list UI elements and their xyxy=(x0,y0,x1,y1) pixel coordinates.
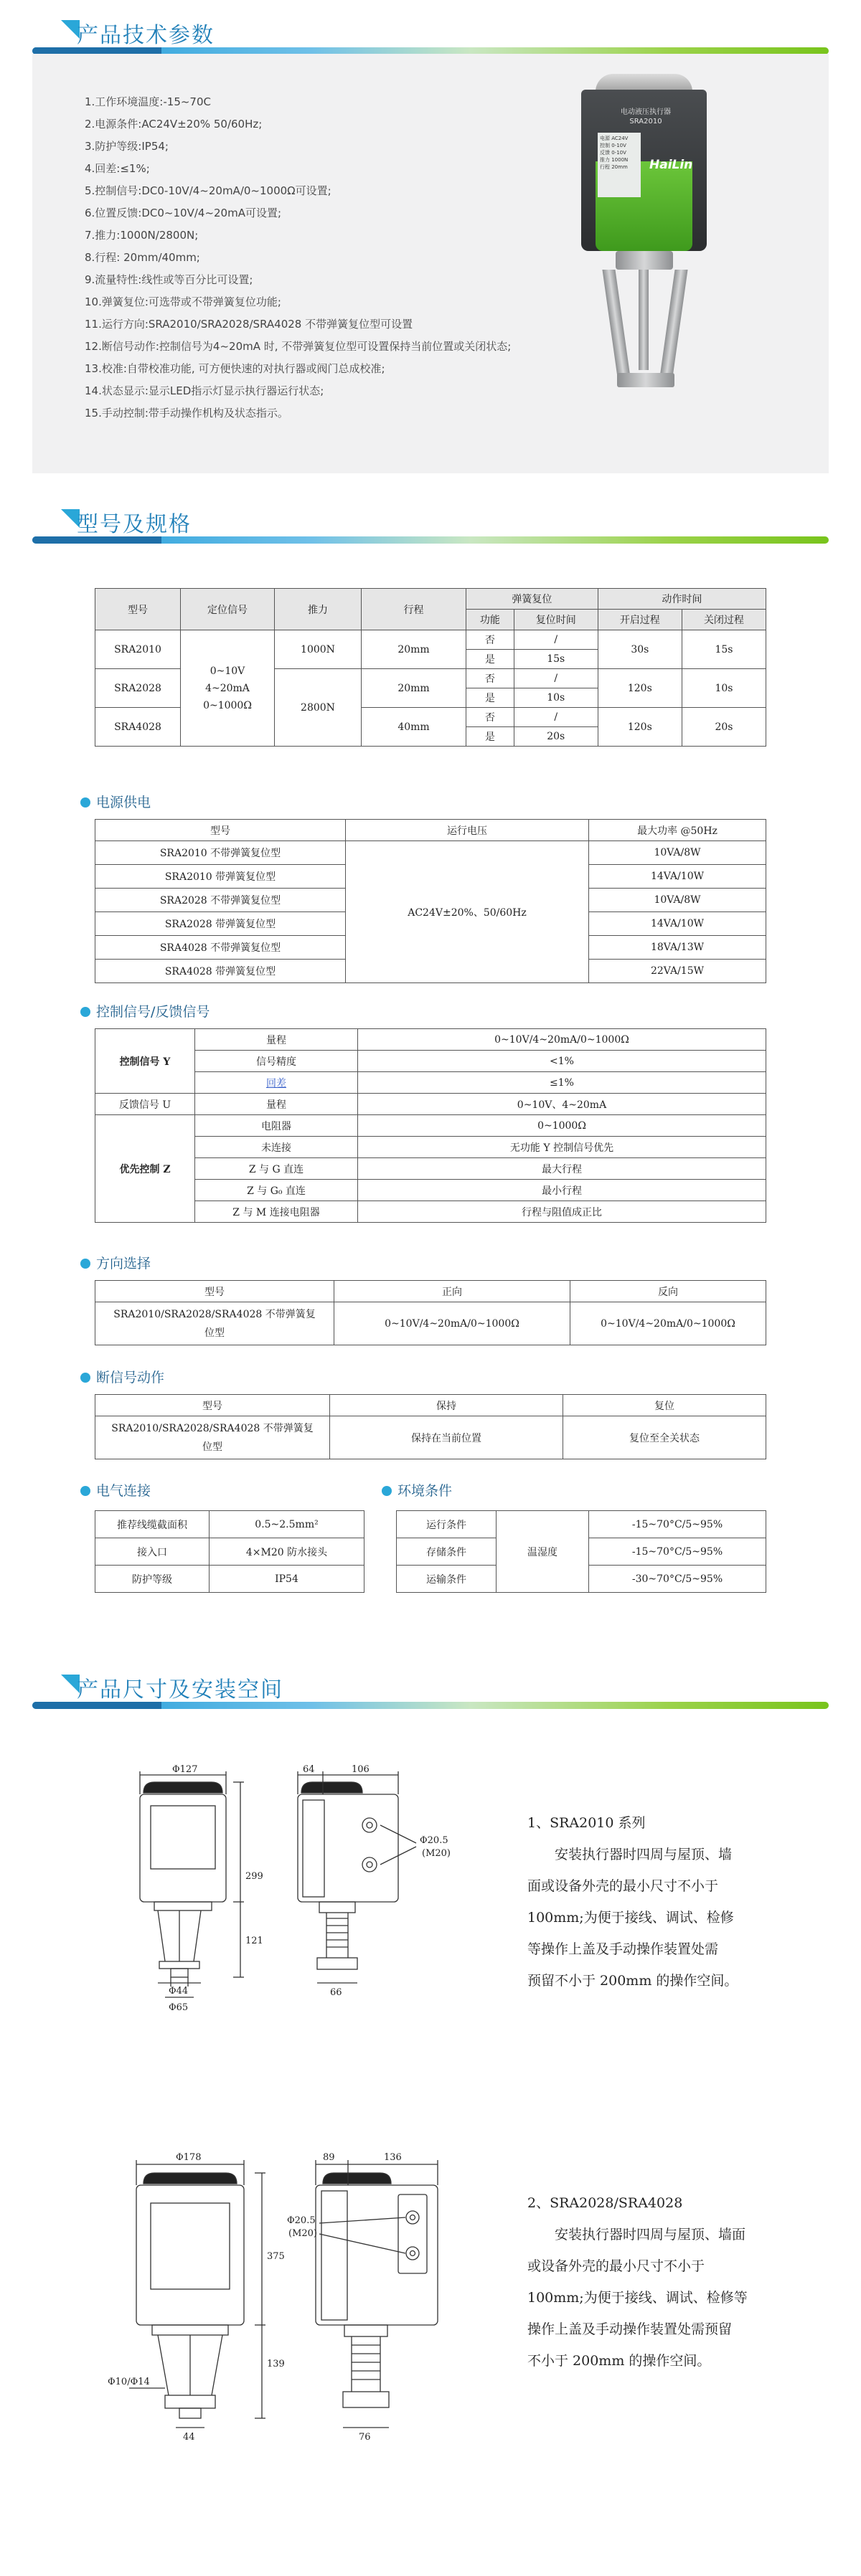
spec-item: 7.推力:1000N/2800N; xyxy=(85,229,199,242)
control-table xyxy=(95,1028,766,1223)
subhead-text: 电源供电 xyxy=(96,795,151,810)
spec-box xyxy=(32,54,829,473)
section-title: 型号及规格 xyxy=(77,512,192,537)
desc-line: 等操作上盖及手动操作装置处需 xyxy=(527,1941,719,1957)
desc-title: 1、SRA2010 系列 xyxy=(527,1815,646,1831)
cell-value: ≤1% xyxy=(358,1072,766,1094)
table-row xyxy=(95,841,766,865)
cell-power: 22VA/15W xyxy=(589,960,766,983)
cell-thrust: 2800N xyxy=(275,669,362,747)
cell-group: 控制信号 Y xyxy=(95,1029,195,1094)
spec-table xyxy=(95,588,766,747)
dim-label: Φ10/Φ14 xyxy=(108,2377,150,2387)
desc-line: 面或设备外壳的最小尺寸不小于 xyxy=(527,1878,719,1894)
cell-power: 18VA/13W xyxy=(589,936,766,960)
bullet-icon xyxy=(80,1486,90,1496)
cell-model: SRA2028 带弹簧复位型 xyxy=(95,912,346,936)
device-label-line: 电源 AC24V xyxy=(600,136,629,141)
cell-value: 0.5~2.5mm² xyxy=(210,1511,364,1538)
desc-line: 安装执行器时四周与屋顶、墙 xyxy=(555,1847,733,1862)
cell-mid: 温湿度 xyxy=(497,1511,589,1593)
cell-open: 30s xyxy=(598,630,682,669)
subhead-control xyxy=(80,1001,210,1021)
device-label-line: 反馈 0-10V xyxy=(600,150,626,156)
cell-fn: 是 xyxy=(466,650,514,669)
cell-value: 0~1000Ω xyxy=(358,1115,766,1137)
section-title: 产品尺寸及安装空间 xyxy=(77,1677,283,1703)
cell-value: 4×M20 防水接头 xyxy=(210,1538,364,1566)
cell-item: 运输条件 xyxy=(397,1566,497,1593)
cell-fn: 是 xyxy=(466,688,514,708)
cell-item: 电阻器 xyxy=(195,1115,358,1137)
cell-model: SRA2010 xyxy=(95,630,181,669)
spec-list xyxy=(85,91,511,425)
dim-label: 106 xyxy=(352,1764,370,1775)
cell-item: Z 与 M 连接电阻器 xyxy=(195,1201,358,1223)
cell-item: 运行条件 xyxy=(397,1511,497,1538)
dim-label: 136 xyxy=(384,2152,402,2163)
subhead-direction xyxy=(80,1253,151,1272)
th-power: 最大功率 @50Hz xyxy=(589,820,766,841)
dim-label: Φ20.5 xyxy=(420,1835,448,1846)
spec-item: 5.控制信号:DC0-10V/4~20mA/0~1000Ω可设置; xyxy=(85,184,331,197)
table-row xyxy=(397,1511,766,1538)
bullet-icon xyxy=(382,1486,392,1496)
window-shape xyxy=(151,1806,215,1869)
cell-forward: 0~10V/4~20mA/0~1000Ω xyxy=(334,1302,570,1345)
dim-label: 139 xyxy=(267,2359,285,2369)
cell-value: 0~10V、4~20mA xyxy=(358,1094,766,1115)
environment-table xyxy=(396,1510,766,1593)
desc-line: 操作上盖及手动操作装置处需预留 xyxy=(527,2321,733,2337)
spec-item: 10.弹簧复位:可选带或不带弹簧复位功能; xyxy=(85,295,281,308)
cell-value: 0~10V/4~20mA/0~1000Ω xyxy=(358,1029,766,1051)
dim-label: (M20) xyxy=(422,1848,451,1859)
spec-item: 1.工作环境温度:-15~70C xyxy=(85,95,211,108)
cell-close: 15s xyxy=(682,630,766,669)
dim-label: 44 xyxy=(183,2432,195,2443)
cell-value: 无功能 Y 控制信号优先 xyxy=(358,1137,766,1158)
desc-line: 预留不小于 200mm 的操作空间。 xyxy=(527,1973,738,1989)
cell-power: 10VA/8W xyxy=(589,889,766,912)
dim-label: 299 xyxy=(245,1871,263,1882)
desc-line: 100mm;为便于接线、调试、检修 xyxy=(527,1910,734,1926)
device-brand: HaiLin xyxy=(649,158,693,172)
cell-group: 优先控制 Z xyxy=(95,1115,195,1223)
device-label xyxy=(598,133,641,197)
dim-label: Φ65 xyxy=(169,2002,189,2013)
cell-reset: 15s xyxy=(514,650,598,669)
table-row xyxy=(95,1538,364,1566)
subhead-text: 方向选择 xyxy=(96,1256,151,1272)
device-label-line: 行程 20mm xyxy=(600,164,628,170)
dim-label: (M20) xyxy=(288,2228,317,2239)
cell-group: 反馈信号 U xyxy=(95,1094,195,1115)
signal-line: 0~10V xyxy=(210,665,245,677)
device-model: SRA2010 xyxy=(629,118,662,126)
device-label-line: 控制 0-10V xyxy=(600,143,626,148)
subhead-text: 环境条件 xyxy=(397,1483,453,1499)
subhead-electrical xyxy=(80,1480,151,1500)
desc-line: 100mm;为便于接线、调试、检修等 xyxy=(527,2290,748,2306)
cell-item: 推荐线缆截面积 xyxy=(95,1511,210,1538)
table-row xyxy=(95,1302,766,1345)
th-model: 型号 xyxy=(95,589,181,630)
neck-shape xyxy=(154,1902,212,1910)
device-name-cn: 电动液压执行器 xyxy=(621,108,671,116)
section-header-model xyxy=(32,502,829,545)
spec-item: 14.状态显示:显示LED指示灯显示执行器运行状态; xyxy=(85,384,324,397)
dim-label: Φ20.5 xyxy=(287,2215,316,2226)
device-label-line: 推力 1000N xyxy=(600,157,629,163)
dimension-drawing-sra2028 xyxy=(108,2151,466,2453)
th-hold: 保持 xyxy=(330,1395,563,1416)
spec-item: 9.流量特性:线性或等百分比可设置; xyxy=(85,273,253,286)
cell-stroke: 40mm xyxy=(362,708,466,747)
dim-label: 375 xyxy=(267,2251,285,2262)
device-name xyxy=(606,108,685,126)
cell-item: 量程 xyxy=(195,1094,358,1115)
cell-model: SRA4028 不带弹簧复位型 xyxy=(95,936,346,960)
cell-reset: / xyxy=(514,630,598,650)
th-thrust: 推力 xyxy=(275,589,362,630)
th-time: 动作时间 xyxy=(598,589,766,610)
desc-line: 不小于 200mm 的操作空间。 xyxy=(527,2353,711,2369)
table-row xyxy=(95,1029,766,1051)
cell-model: SRA2010/SRA2028/SRA4028 不带弹簧复位型 xyxy=(95,1302,334,1345)
th-function: 功能 xyxy=(466,610,514,630)
cell-item: 量程 xyxy=(195,1029,358,1051)
table-row xyxy=(95,1094,766,1115)
device-coupling xyxy=(616,251,673,270)
dimension-drawing-sra2010 xyxy=(115,1764,474,2022)
cell-reset: 10s xyxy=(514,688,598,708)
dim-label: Φ127 xyxy=(172,1764,198,1775)
th-voltage: 运行电压 xyxy=(346,820,589,841)
signal-line: 0~1000Ω xyxy=(203,699,252,711)
table-row xyxy=(95,1201,766,1223)
th-reverse: 反向 xyxy=(570,1281,766,1302)
dim-label: 64 xyxy=(303,1764,315,1775)
dim-label: Φ178 xyxy=(176,2152,202,2163)
cell-value: -15~70°C/5~95% xyxy=(589,1538,766,1566)
th-spring: 弹簧复位 xyxy=(466,589,598,610)
bullet-icon xyxy=(80,1373,90,1383)
cell-item: 存储条件 xyxy=(397,1538,497,1566)
direction-table xyxy=(95,1280,766,1345)
body-shape xyxy=(140,1794,226,1902)
cell-item: Z 与 G₀ 直连 xyxy=(195,1180,358,1201)
cell-fn: 否 xyxy=(466,630,514,650)
cell-fn: 否 xyxy=(466,708,514,727)
subhead-environment xyxy=(382,1480,452,1500)
cell-stroke: 20mm xyxy=(362,669,466,708)
section-header-size xyxy=(32,1667,829,1710)
th-signal: 定位信号 xyxy=(181,589,275,630)
cell-reset: 20s xyxy=(514,727,598,747)
cell-value: 最小行程 xyxy=(358,1180,766,1201)
cell-item: 信号精度 xyxy=(195,1051,358,1072)
th-reset-time: 复位时间 xyxy=(514,610,598,630)
cell-item: Z 与 G 直连 xyxy=(195,1158,358,1180)
section-title: 产品技术参数 xyxy=(77,23,215,48)
cell-item: 接入口 xyxy=(95,1538,210,1566)
signal-loss-table xyxy=(95,1394,766,1459)
cell-thrust: 1000N xyxy=(275,630,362,669)
bullet-icon xyxy=(80,1007,90,1017)
th-forward: 正向 xyxy=(334,1281,570,1302)
subhead-power xyxy=(80,792,151,811)
electrical-table xyxy=(95,1510,364,1593)
device-stem xyxy=(639,270,649,370)
install-desc-sra2028 xyxy=(527,2187,836,2377)
dim-label: 76 xyxy=(359,2432,371,2443)
th-open: 开启过程 xyxy=(598,610,682,630)
cell-value: <1% xyxy=(358,1051,766,1072)
spec-item: 6.位置反馈:DC0~10V/4~20mA可设置; xyxy=(85,207,282,219)
cell-model: SRA2010/SRA2028/SRA4028 不带弹簧复位型 xyxy=(95,1416,330,1459)
cap-shape xyxy=(144,1782,222,1793)
cell-power: 10VA/8W xyxy=(589,841,766,865)
cell-reset: / xyxy=(514,708,598,727)
table-row xyxy=(95,630,766,650)
subhead-text: 电气连接 xyxy=(96,1483,151,1499)
spec-item: 12.断信号动作:控制信号为4~20mA 时, 不带弹簧复位型可设置保持当前位置或关闭状态; xyxy=(85,340,512,353)
th-model: 型号 xyxy=(95,1395,330,1416)
cell-value: 行程与阻值成正比 xyxy=(358,1201,766,1223)
cell-reverse: 0~10V/4~20mA/0~1000Ω xyxy=(570,1302,766,1345)
cell-open: 120s xyxy=(598,669,682,708)
cell-reset: / xyxy=(514,669,598,688)
cell-stroke: 20mm xyxy=(362,630,466,669)
cell-model: SRA2028 不带弹簧复位型 xyxy=(95,889,346,912)
cell-power: 14VA/10W xyxy=(589,865,766,889)
spec-item: 11.运行方向:SRA2010/SRA2028/SRA4028 不带弹簧复位型可设置 xyxy=(85,318,413,331)
th-model: 型号 xyxy=(95,1281,334,1302)
subhead-text: 控制信号/反馈信号 xyxy=(96,1004,210,1020)
cell-value: IP54 xyxy=(210,1566,364,1593)
cell-item-link[interactable]: 回差 xyxy=(195,1072,358,1094)
dim-label: Φ44 xyxy=(169,1986,189,1997)
subhead-signal-loss xyxy=(80,1367,164,1386)
table-row xyxy=(95,1180,766,1201)
table-row xyxy=(95,1416,766,1459)
install-desc-sra2010 xyxy=(527,1807,829,1997)
section-header-tech xyxy=(32,13,829,56)
cell-model: SRA2028 xyxy=(95,669,181,708)
cell-reset: 复位至全关状态 xyxy=(563,1416,766,1459)
dim-label: 121 xyxy=(245,1936,263,1946)
cell-power: 14VA/10W xyxy=(589,912,766,936)
power-table xyxy=(95,819,766,983)
table-row xyxy=(95,1137,766,1158)
cell-hold: 保持在当前位置 xyxy=(330,1416,563,1459)
table-row xyxy=(95,1511,364,1538)
th-close: 关闭过程 xyxy=(682,610,766,630)
table-row xyxy=(95,1072,766,1094)
dim-label: 66 xyxy=(330,1987,342,1998)
table-row xyxy=(95,1566,364,1593)
table-row xyxy=(95,1051,766,1072)
cell-close: 10s xyxy=(682,669,766,708)
bullet-icon xyxy=(80,1259,90,1269)
cell-model: SRA2010 不带弹簧复位型 xyxy=(95,841,346,865)
spec-item: 4.回差:≤1%; xyxy=(85,162,150,175)
spec-item: 3.防护等级:IP54; xyxy=(85,140,169,153)
signal-line: 4~20mA xyxy=(205,682,250,694)
cell-model: SRA2010 带弹簧复位型 xyxy=(95,865,346,889)
cell-fn: 是 xyxy=(466,727,514,747)
th-reset: 复位 xyxy=(563,1395,766,1416)
spec-item: 8.行程: 20mm/40mm; xyxy=(85,251,200,264)
cell-open: 120s xyxy=(598,708,682,747)
cell-close: 20s xyxy=(682,708,766,747)
table-row xyxy=(95,1115,766,1137)
th-stroke: 行程 xyxy=(362,589,466,630)
table-row xyxy=(95,1158,766,1180)
spec-item: 15.手动控制:带手动操作机构及状态指示。 xyxy=(85,407,288,420)
subhead-text: 断信号动作 xyxy=(96,1370,165,1386)
cell-fn: 否 xyxy=(466,669,514,688)
cell-value: 最大行程 xyxy=(358,1158,766,1180)
th-model: 型号 xyxy=(95,820,346,841)
desc-line: 或设备外壳的最小尺寸不小于 xyxy=(527,2258,705,2274)
dim-label: 89 xyxy=(323,2152,335,2163)
cell-model: SRA4028 xyxy=(95,708,181,747)
cell-voltage: AC24V±20%、50/60Hz xyxy=(346,841,589,983)
device-mount xyxy=(617,373,674,387)
cell-value: -30~70°C/5~95% xyxy=(589,1566,766,1593)
cell-item: 防护等级 xyxy=(95,1566,210,1593)
cell-item: 未连接 xyxy=(195,1137,358,1158)
spec-item: 13.校准:自带校准功能, 可方便快速的对执行器或阀门总成校准; xyxy=(85,362,385,375)
cell-signal xyxy=(181,630,275,747)
cell-model: SRA4028 带弹簧复位型 xyxy=(95,960,346,983)
desc-line: 安装执行器时四周与屋顶、墙面 xyxy=(555,2227,746,2243)
desc-title: 2、SRA2028/SRA4028 xyxy=(527,2195,683,2211)
bullet-icon xyxy=(80,797,90,808)
spec-item: 2.电源条件:AC24V±20% 50/60Hz; xyxy=(85,118,263,131)
cell-value: -15~70°C/5~95% xyxy=(589,1511,766,1538)
